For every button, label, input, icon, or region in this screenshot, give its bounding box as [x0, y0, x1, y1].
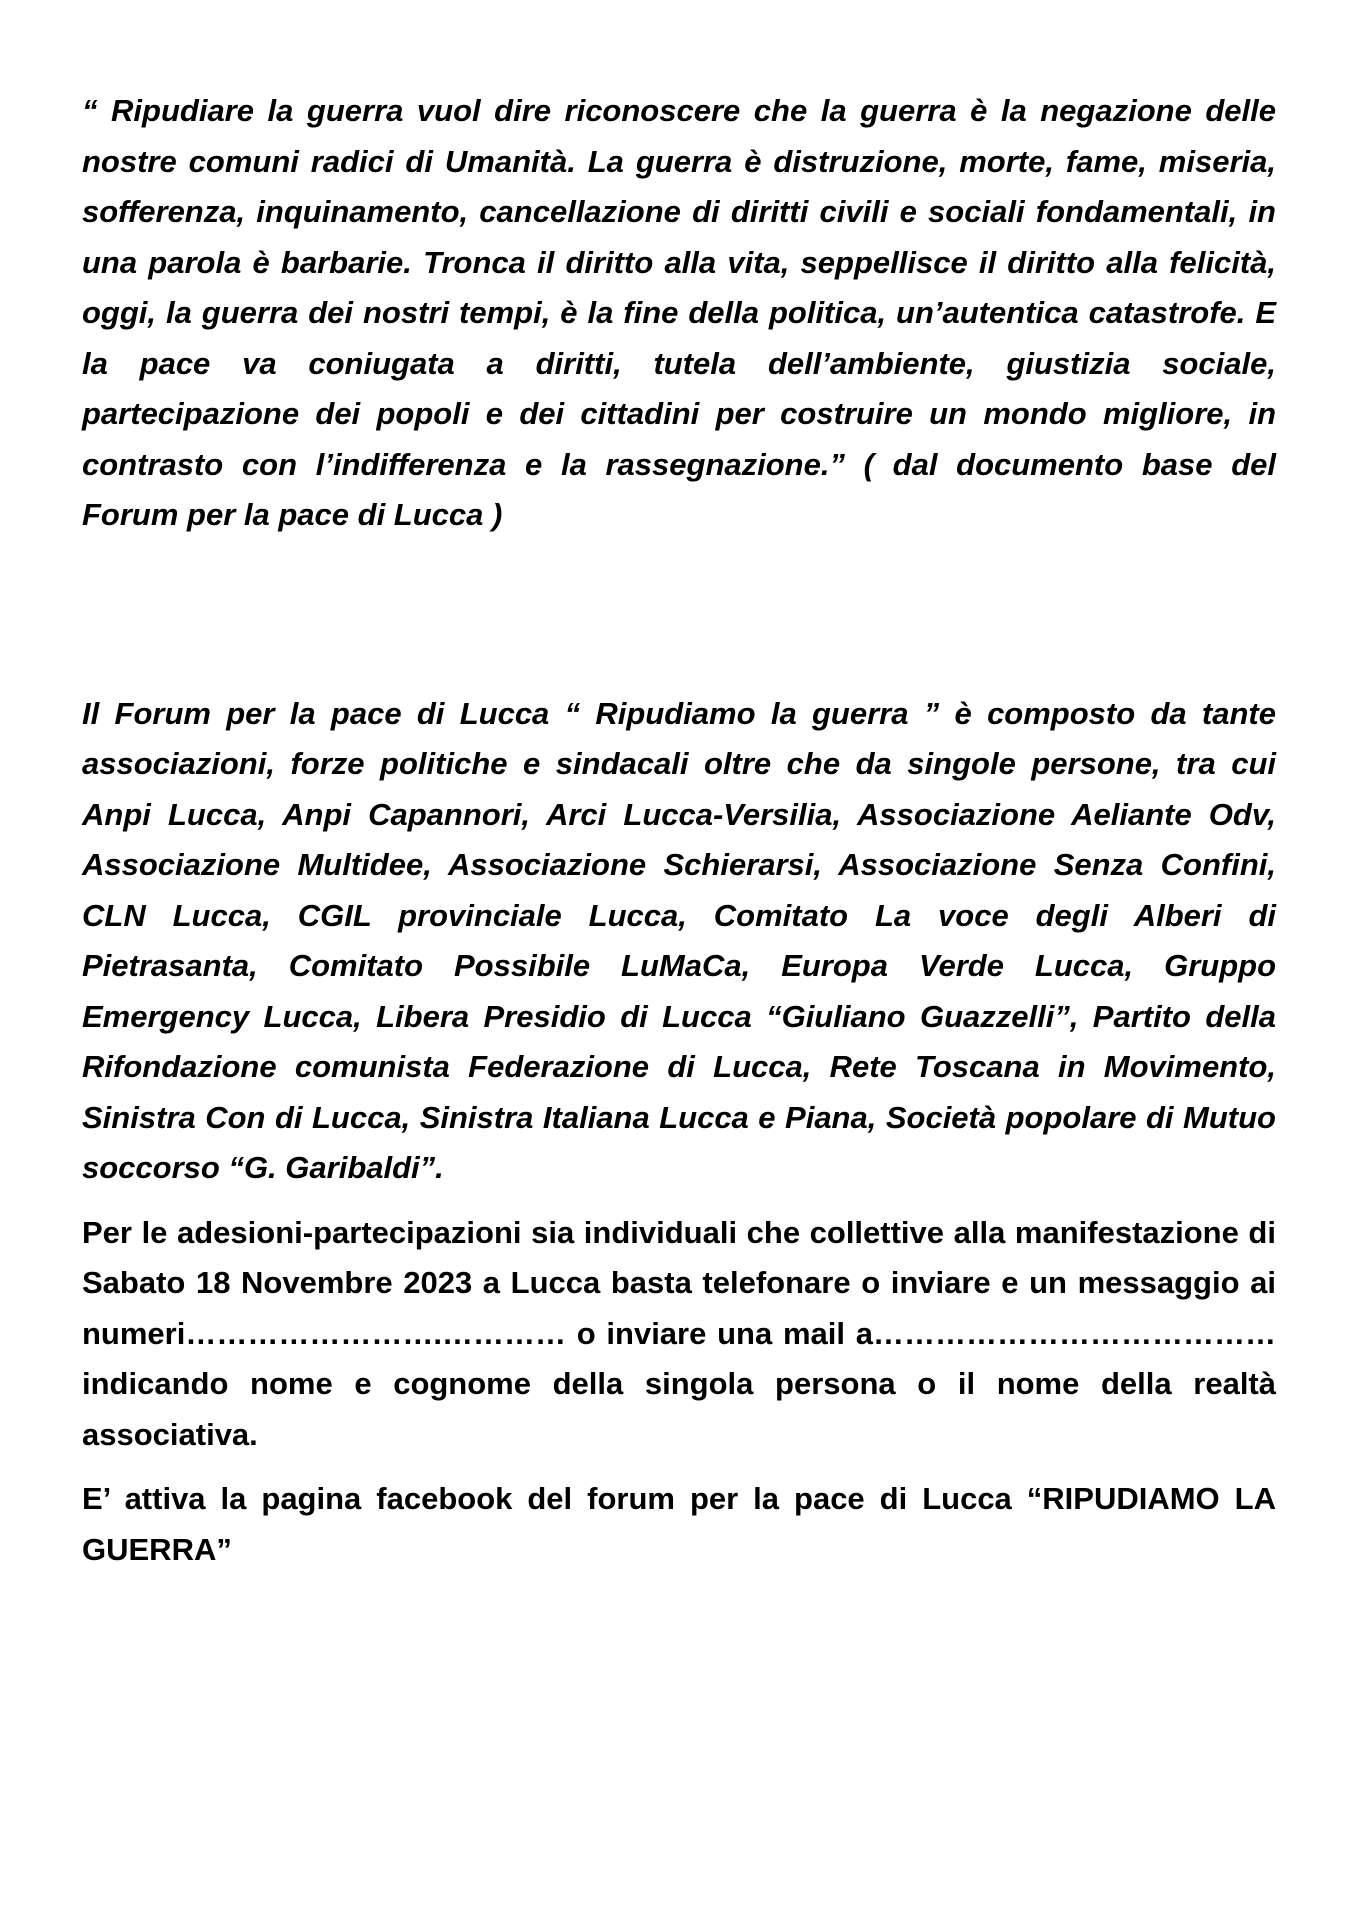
adhesion-paragraph: Per le adesioni-partecipazioni sia individuali che collettive alla manifestazione di Sabato 18 Novembre 2023 a Lucca basta telefonare o inviare e un messaggio ai numeri…………………….………… o inviare una mail a…………………………………indicando nome e cognome della singola persona o il nome della realtà associativa.	[82, 1214, 1276, 1452]
document-page	[82, 86, 1276, 1575]
quote-paragraph: “ Ripudiare la guerra vuol dire riconoscere che la guerra è la negazione delle nostre comuni radici di Umanità. La guerra è distruzione, morte, fame, miseria, sofferenza, inquinamento, cancellazione di diritti civili e sociali fondamentali, in una parola è barbarie. Tronca il diritto alla vita, seppellisce il diritto alla felicità, oggi, la guerra dei nostri tempi, è la fine della politica, un’autentica catastrofe. E la pace va coniugata a diritti, tutela dell’ambiente, giustizia sociale, partecipazione dei popoli e dei cittadini per costruire un mondo migliore, in contrasto con l’indifferenza e la rassegnazione.” ( dal documento base del Forum per la pace di Lucca )	[82, 93, 1276, 532]
members-paragraph: Il Forum per la pace di Lucca “ Ripudiamo la guerra ” è composto da tante associazioni, forze politiche e sindacali oltre che da singole persone, tra cui Anpi Lucca, Anpi Capannori, Arci Lucca-Versilia, Associazione Aeliante Odv, Associazione Multidee, Associazione Schierarsi, Associazione Senza Confini, CLN Lucca, CGIL provinciale Lucca, Comitato La voce degli Alberi di Pietrasanta, Comitato Possibile LuMaCa, Europa Verde Lucca, Gruppo Emergency Lucca, Libera Presidio di Lucca “Giuliano Guazzelli”, Partito della Rifondazione comunista Federazione di Lucca, Rete Toscana in Movimento, Sinistra Con di Lucca, Sinistra Italiana Lucca e Piana, Società popolare di Mutuo soccorso “G. Garibaldi”.	[82, 695, 1276, 1185]
facebook-paragraph: E’ attiva la pagina facebook del forum per la pace di Lucca “RIPUDIAMO LA GUERRA”	[82, 1481, 1276, 1567]
